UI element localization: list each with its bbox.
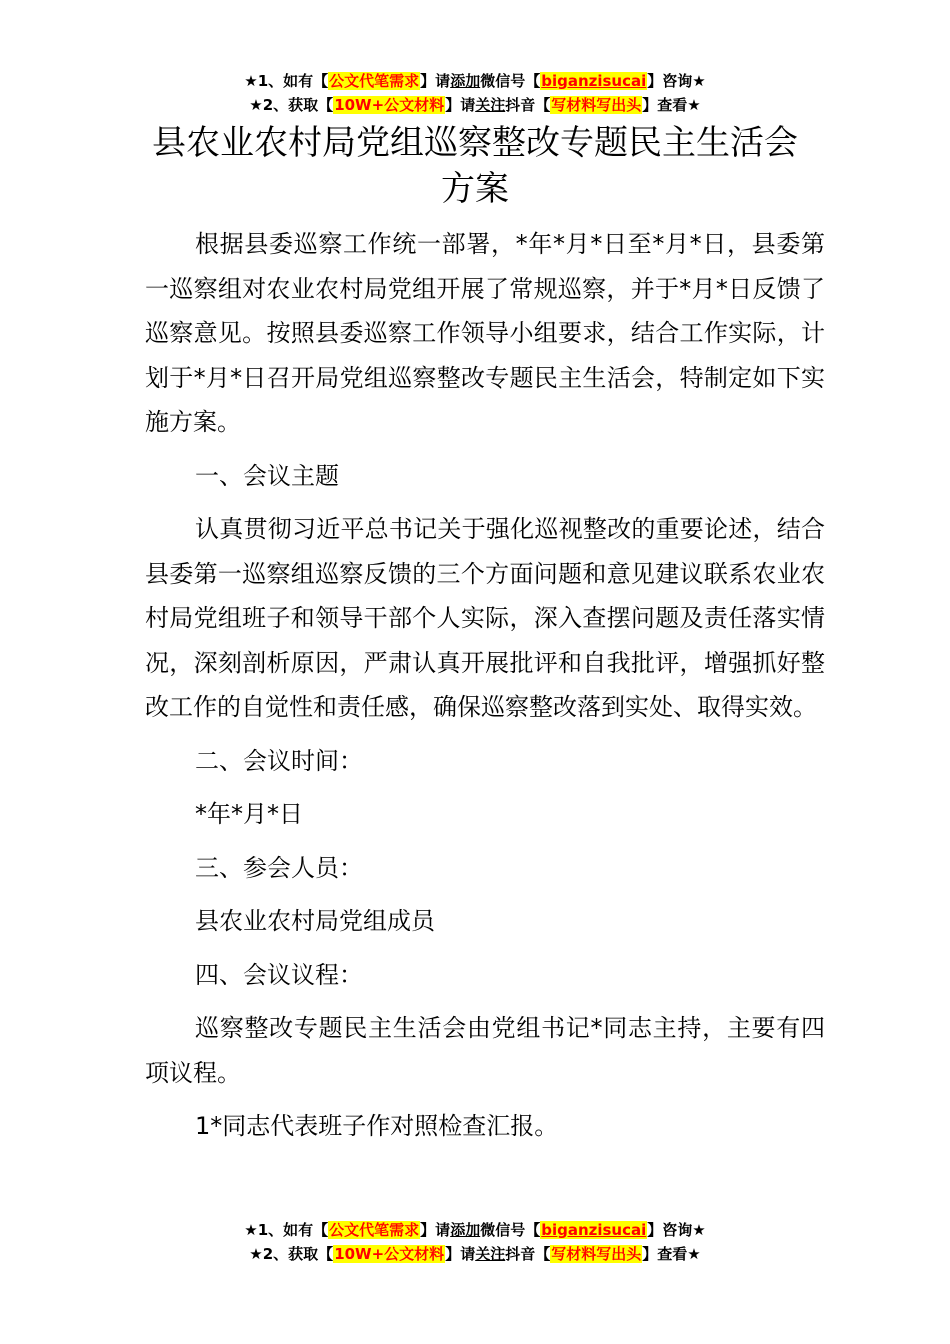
- paragraph-time: *年*月*日: [195, 800, 303, 828]
- ad-highlight-douyin: 写材料写出头: [551, 96, 642, 114]
- ad-line1-mid2: 微信号【: [480, 1221, 541, 1239]
- ad-line1-mid1: 】请: [420, 1221, 451, 1239]
- paragraph-attendees: 县农业农村局党组成员: [195, 907, 435, 935]
- bottom-ad-banner: [0, 1218, 950, 1266]
- ad-highlight-service: 公文代笔需求: [329, 72, 420, 90]
- paragraph-intro: 根据县委巡察工作统一部署，*年*月*日至*月*日，县委第一巡察组对农业农村局党组开展了常规巡察，并于*月*日反馈了巡察意见。按照县委巡察工作领导小组要求，结合工作实际，计划于*月*日召开局党组巡察整改专题民主生活会，特制定如下实施方案。: [145, 230, 825, 436]
- ad-line2-underlined: 关注: [475, 1245, 506, 1263]
- ad-highlight-wechat-id: biganzisucai: [541, 72, 647, 90]
- title-line-2: 方案: [441, 169, 509, 209]
- top-ad-banner: [0, 69, 950, 117]
- ad-line1-suffix: 】咨询★: [647, 72, 706, 90]
- ad-line1-underlined: 添加: [450, 72, 481, 90]
- ad-line1-prefix: ★1、如有【: [244, 72, 329, 90]
- ad-line2-mid2: 抖音【: [505, 96, 551, 114]
- ad-highlight-materials: 10W+公文材料: [334, 96, 445, 114]
- document-title: [120, 120, 830, 212]
- ad-line2-mid1: 】请: [445, 1245, 476, 1263]
- ad-line2-mid1: 】请: [445, 96, 476, 114]
- ad-line2-suffix: 】查看★: [642, 96, 701, 114]
- ad-line1-prefix: ★1、如有【: [244, 1221, 329, 1239]
- ad-line-2-bottom: [0, 1242, 950, 1266]
- ad-highlight-service: 公文代笔需求: [329, 1221, 420, 1239]
- ad-line1-underlined: 添加: [450, 1221, 481, 1239]
- ad-line2-prefix: ★2、获取【: [249, 1245, 334, 1263]
- ad-line1-mid2: 微信号【: [480, 72, 541, 90]
- ad-highlight-wechat-id: biganzisucai: [541, 1221, 647, 1239]
- heading-attendees: 三、参会人员：: [195, 853, 363, 882]
- ad-line-1: [0, 69, 950, 93]
- ad-line2-underlined: 关注: [475, 96, 506, 114]
- paragraph-theme: 认真贯彻习近平总书记关于强化巡视整改的重要论述，结合县委第一巡察组巡察反馈的三个方面问题和意见建议联系农业农村局党组班子和领导干部个人实际，深入查摆问题及责任落实情况，深刻剖析原因，严肃认真开展批评和自我批评，增强抓好整改工作的自觉性和责任感，确保巡察整改落到实处、取得实效。: [145, 515, 825, 721]
- document-body: [145, 222, 825, 1149]
- ad-line2-prefix: ★2、获取【: [249, 96, 334, 114]
- ad-highlight-douyin: 写材料写出头: [551, 1245, 642, 1263]
- ad-line-1-bottom: [0, 1218, 950, 1242]
- ad-line1-suffix: 】咨询★: [647, 1221, 706, 1239]
- ad-line1-mid1: 】请: [420, 72, 451, 90]
- ad-line2-mid2: 抖音【: [505, 1245, 551, 1263]
- ad-highlight-materials: 10W+公文材料: [334, 1245, 445, 1263]
- heading-meeting-theme: 一、会议主题: [195, 461, 339, 490]
- ad-line-2: [0, 93, 950, 117]
- heading-agenda: 四、会议议程：: [195, 960, 363, 989]
- paragraph-agenda-item-1: 1*同志代表班子作对照检查汇报。: [195, 1112, 559, 1140]
- ad-line2-suffix: 】查看★: [642, 1245, 701, 1263]
- paragraph-agenda: 巡察整改专题民主生活会由党组书记*同志主持，主要有四项议程。: [145, 1014, 825, 1087]
- heading-meeting-time: 二、会议时间：: [195, 746, 363, 775]
- title-line-1: 县农业农村局党组巡察整改专题民主生活会: [152, 123, 798, 163]
